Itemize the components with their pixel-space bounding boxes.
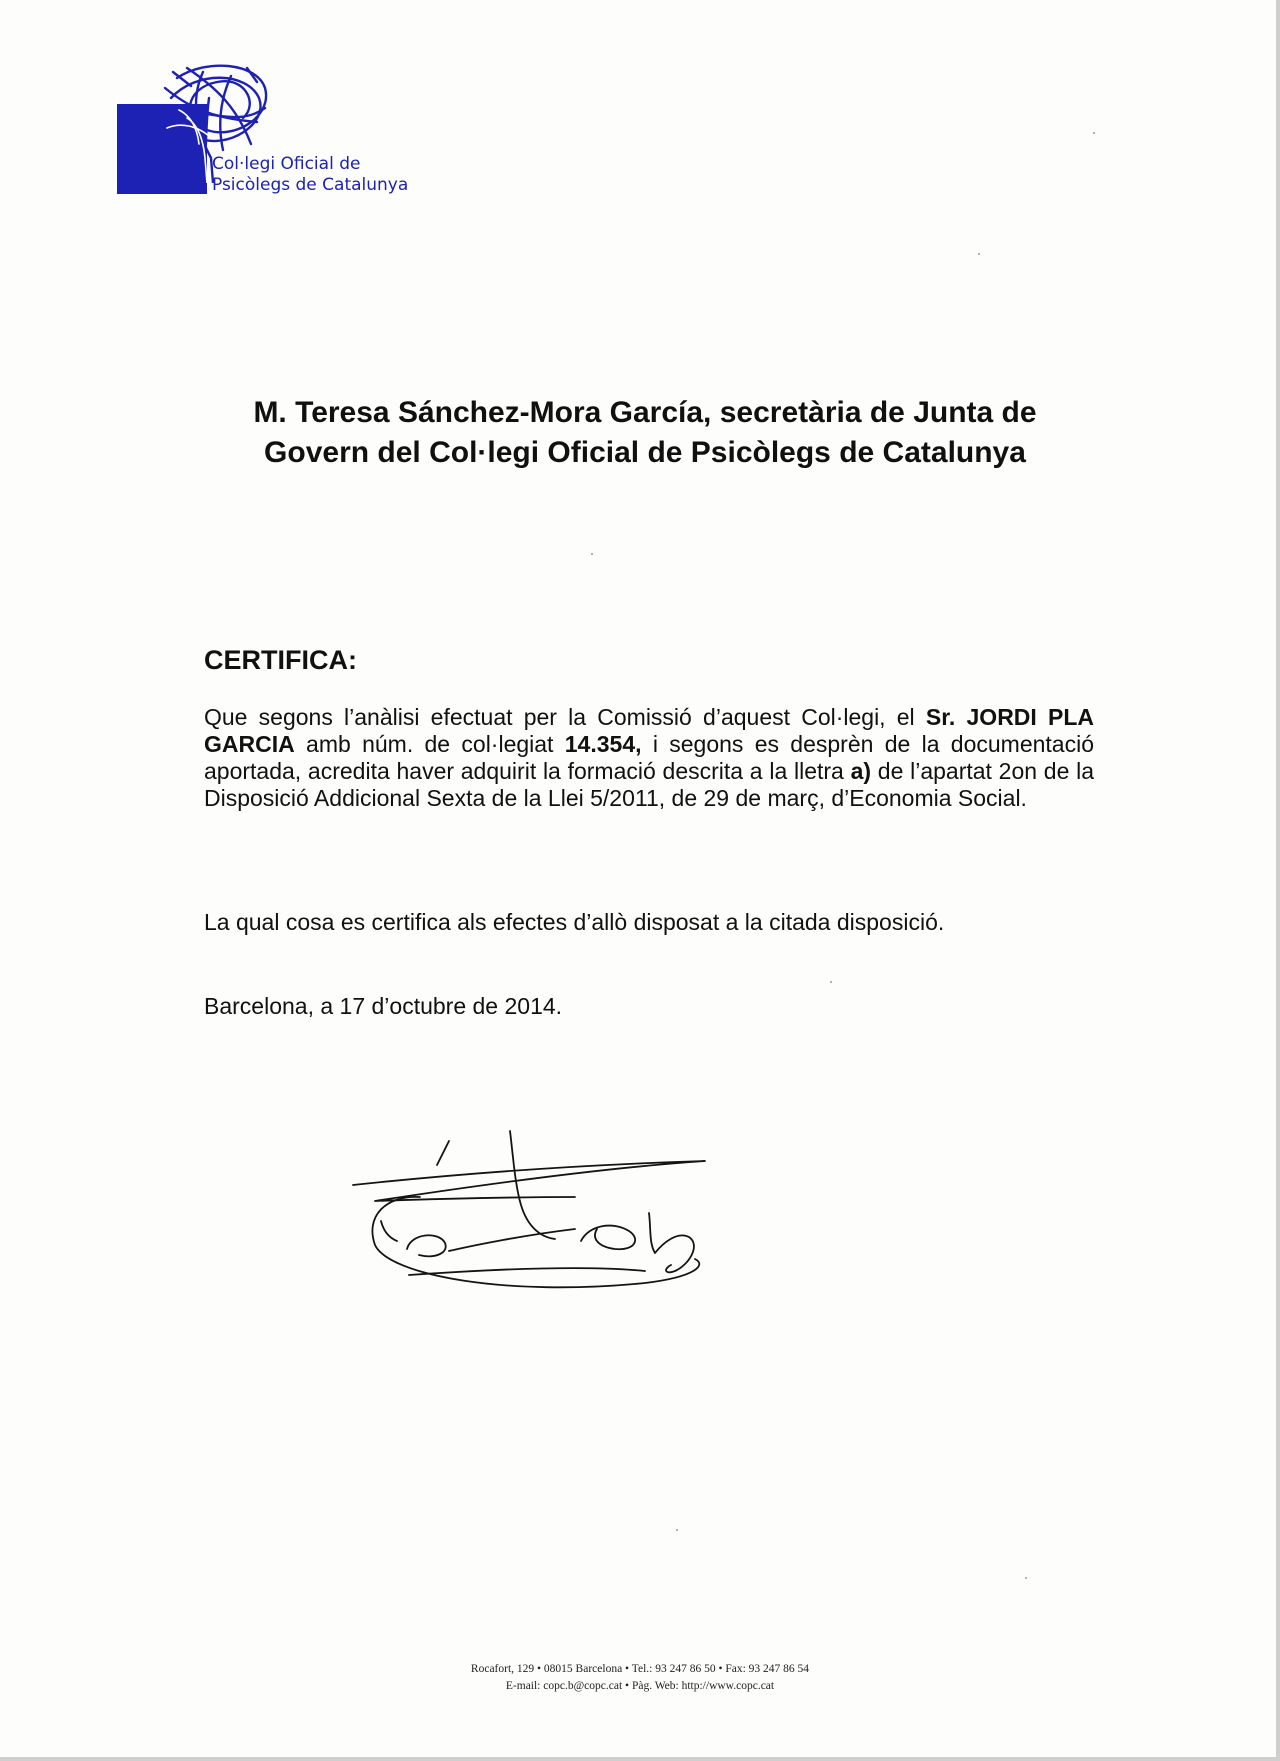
scan-speck [676, 1529, 678, 1531]
date-line: Barcelona, a 17 d’octubre de 2014. [204, 993, 563, 1019]
logo-line1: Col·legi Oficial de [212, 154, 361, 174]
logo-line2: Psicòlegs de Catalunya [212, 175, 409, 195]
scan-speck [591, 553, 593, 555]
para1-intro: Que segons l’anàlisi efectuat per la Comissió d’aquest Col·legi, el [204, 704, 926, 730]
certifica-title: CERTIFICA: [204, 645, 357, 675]
certification-paragraph [204, 704, 1094, 812]
heading-line2: Govern del Col·legi Oficial de Psicòlegs de Catalunya [264, 436, 1026, 469]
scan-speck [978, 253, 980, 255]
scan-speck [1025, 1577, 1027, 1579]
footer-contact: E-mail: copc.b@copc.cat • Pàg. Web: http://www.copc.cat [505, 1680, 775, 1692]
scan-speck [830, 981, 832, 983]
footer-address: Rocafort, 129 • 08015 Barcelona • Tel.: 93 247 86 50 • Fax: 93 247 86 54 [470, 1663, 810, 1675]
para1-tail: de l’apartat 2on de la Disposició Addicional Sexta de la Llei 5/2011, de 29 de març, d’Economia Social. [204, 758, 1095, 811]
para1-mid: amb núm. de col·legiat [294, 731, 565, 757]
scan-speck [1093, 132, 1095, 134]
logo-text [212, 154, 408, 196]
member-number: 14.354, [564, 731, 642, 757]
letter-reference: a) [850, 758, 872, 784]
handwritten-signature-icon [345, 1125, 795, 1300]
heading-line1: M. Teresa Sánchez-Mora García, secretària de Junta de [253, 396, 1037, 429]
document-heading [160, 393, 1130, 473]
footer [0, 1661, 1280, 1695]
copc-logo [117, 58, 417, 198]
para1-rest: i segons es desprèn de la documentació aportada, acredita haver adquirit la formació descrita a la lletra [204, 731, 1095, 784]
effects-paragraph: La qual cosa es certifica als efectes d’allò disposat a la citada disposició. [204, 909, 945, 935]
member-name: Sr. JORDI PLA GARCIA [204, 704, 1095, 757]
